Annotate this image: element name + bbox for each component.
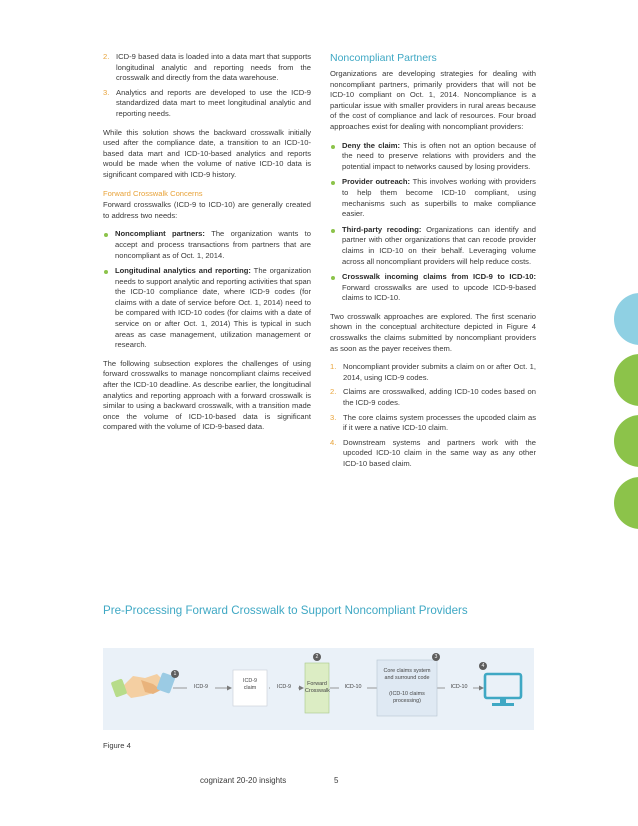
claim-label: claim xyxy=(243,685,257,691)
step-badge: 2 xyxy=(313,653,321,661)
claim-label: ICD-9 xyxy=(242,678,258,684)
process-diagram xyxy=(103,648,534,730)
list-item: Longitudinal analytics and reporting: The organization needs to support analytic and reporting activities that span the ICD-10 compliance date, where ICD-9 codes (for claims with a date of service before Oct. 1, 2014) need to be compared with ICD-10 codes (for claims with a date of service on or after Oct. 1, 2014) This is typical in such areas as case management, utilization management or research. xyxy=(103,266,311,351)
code-label: ICD-10 xyxy=(339,684,367,691)
list-item: Third-party recoding: Organizations can identify and partner with other organizations that can recode provider claims in ICD-10 on their behalf. Leveraging volume across all noncompliant providers will help reduce costs. xyxy=(330,225,536,267)
list-item: 3. Analytics and reports are developed to use the ICD-9 standardized data mart to meet longitudinal analytic and reporting needs. xyxy=(103,87,311,118)
side-tab xyxy=(614,293,638,345)
core-label: Core claims system xyxy=(383,668,431,674)
bullet-list xyxy=(103,229,311,351)
list-item: Provider outreach: This involves working with providers to help them become ICD-10 compliant, using mechanisms such as superbills to make compliance easier. xyxy=(330,177,536,219)
footer-brand: cognizant 20-20 insights xyxy=(200,776,287,785)
code-label: ICD-10 xyxy=(445,684,473,691)
numbered-list-continued xyxy=(103,52,311,120)
list-item: 4. Downstream systems and partners work with the upcoded ICD-10 claim in the same way as any other ICD-10 based claim. xyxy=(330,437,536,468)
list-item: 2. Claims are crosswalked, adding ICD-10 codes based on the ICD-9 codes. xyxy=(330,387,536,408)
list-item: 3. The core claims system processes the upcoded claim as if it were a native ICD-10 claim. xyxy=(330,412,536,433)
paragraph: Two crosswalk approaches are explored. The first scenario shown in the conceptual architecture depicted in Figure 4 crosswalks the claims submitted by noncompliant providers as soon as the payer receives them. xyxy=(330,311,536,353)
code-label: ICD-9 xyxy=(270,684,298,691)
side-tab xyxy=(614,477,638,529)
page-number: 5 xyxy=(334,776,339,785)
figure-caption: Figure 4 xyxy=(103,741,131,750)
core-label: processing) xyxy=(393,698,421,704)
list-item: Noncompliant partners: The organization wants to accept and process transactions from partners that are noncompliant as of Oct. 1, 2014. xyxy=(103,229,311,261)
list-item: Crosswalk incoming claims from ICD-9 to ICD-10: Forward crosswalks are used to upcode ICD-9-based claims to ICD-10. xyxy=(330,272,536,304)
subsection-heading: Forward Crosswalk Concerns xyxy=(103,188,203,198)
side-tab xyxy=(614,354,638,406)
handshake-icon xyxy=(111,672,176,698)
paragraph: The following subsection explores the challenges of using forward crosswalks to manage noncompliant claims received after the ICD-10 deadline. As describe earlier, the longitudinal analytics and reporting approach with a forward crosswalk is similar to using a backward crosswalk, with a transition made once the volume of ICD-10-based data is significant compared with the volume of ICD-9-based data. xyxy=(103,358,311,432)
core-label: and surround code xyxy=(384,675,430,681)
list-item: 1. Noncompliant provider submits a claim on or after Oct. 1, 2014, using ICD-9 codes. xyxy=(330,362,536,382)
step-badge: 1 xyxy=(171,670,179,678)
left-column xyxy=(103,52,311,441)
crosswalk-label: Crosswalk xyxy=(305,688,330,694)
paragraph: Forward crosswalks (ICD-9 to ICD-10) are generally created to address two needs: xyxy=(103,200,311,220)
figure-title: Pre-Processing Forward Crosswalk to Support Noncompliant Providers xyxy=(103,604,468,617)
bullet-list xyxy=(330,141,536,304)
list-item: Deny the claim: This is often not an option because of the need to preserve relations with providers and the potential impact to networks caused by losing providers. xyxy=(330,141,536,173)
code-label: ICD-9 xyxy=(187,684,215,691)
list-item: 2. ICD-9 based data is loaded into a data mart that supports longitudinal analytic and reporting needs from the crosswalk and directly from the data warehouse. xyxy=(103,52,311,83)
crosswalk-label: Forward xyxy=(307,681,327,687)
step-badge: 3 xyxy=(432,653,440,661)
monitor-icon xyxy=(485,674,521,706)
side-tab xyxy=(614,415,638,467)
core-label: (ICD-10 claims xyxy=(389,691,425,697)
paragraph: Organizations are developing strategies for dealing with noncompliant partners, primarily providers that will not be ICD-10 compliant on Oct. 1, 2014. Noncompliance is a particular issue with smaller providers in rural areas because of the cost of compliance and lack of resources. Four broad approaches exist for dealing with noncompliant providers: xyxy=(330,69,536,131)
right-column xyxy=(330,52,536,478)
section-title: Noncompliant Partners xyxy=(330,52,437,64)
numbered-steps xyxy=(330,362,536,469)
step-badge: 4 xyxy=(479,662,487,670)
paragraph: While this solution shows the backward crosswalk initially used after the compliance date, a transition to an ICD-10-based data mart and ICD-10-based analytics and reports would be made when the volume of native ICD-10 data is significant compared with ICD-9 history. xyxy=(103,127,311,179)
